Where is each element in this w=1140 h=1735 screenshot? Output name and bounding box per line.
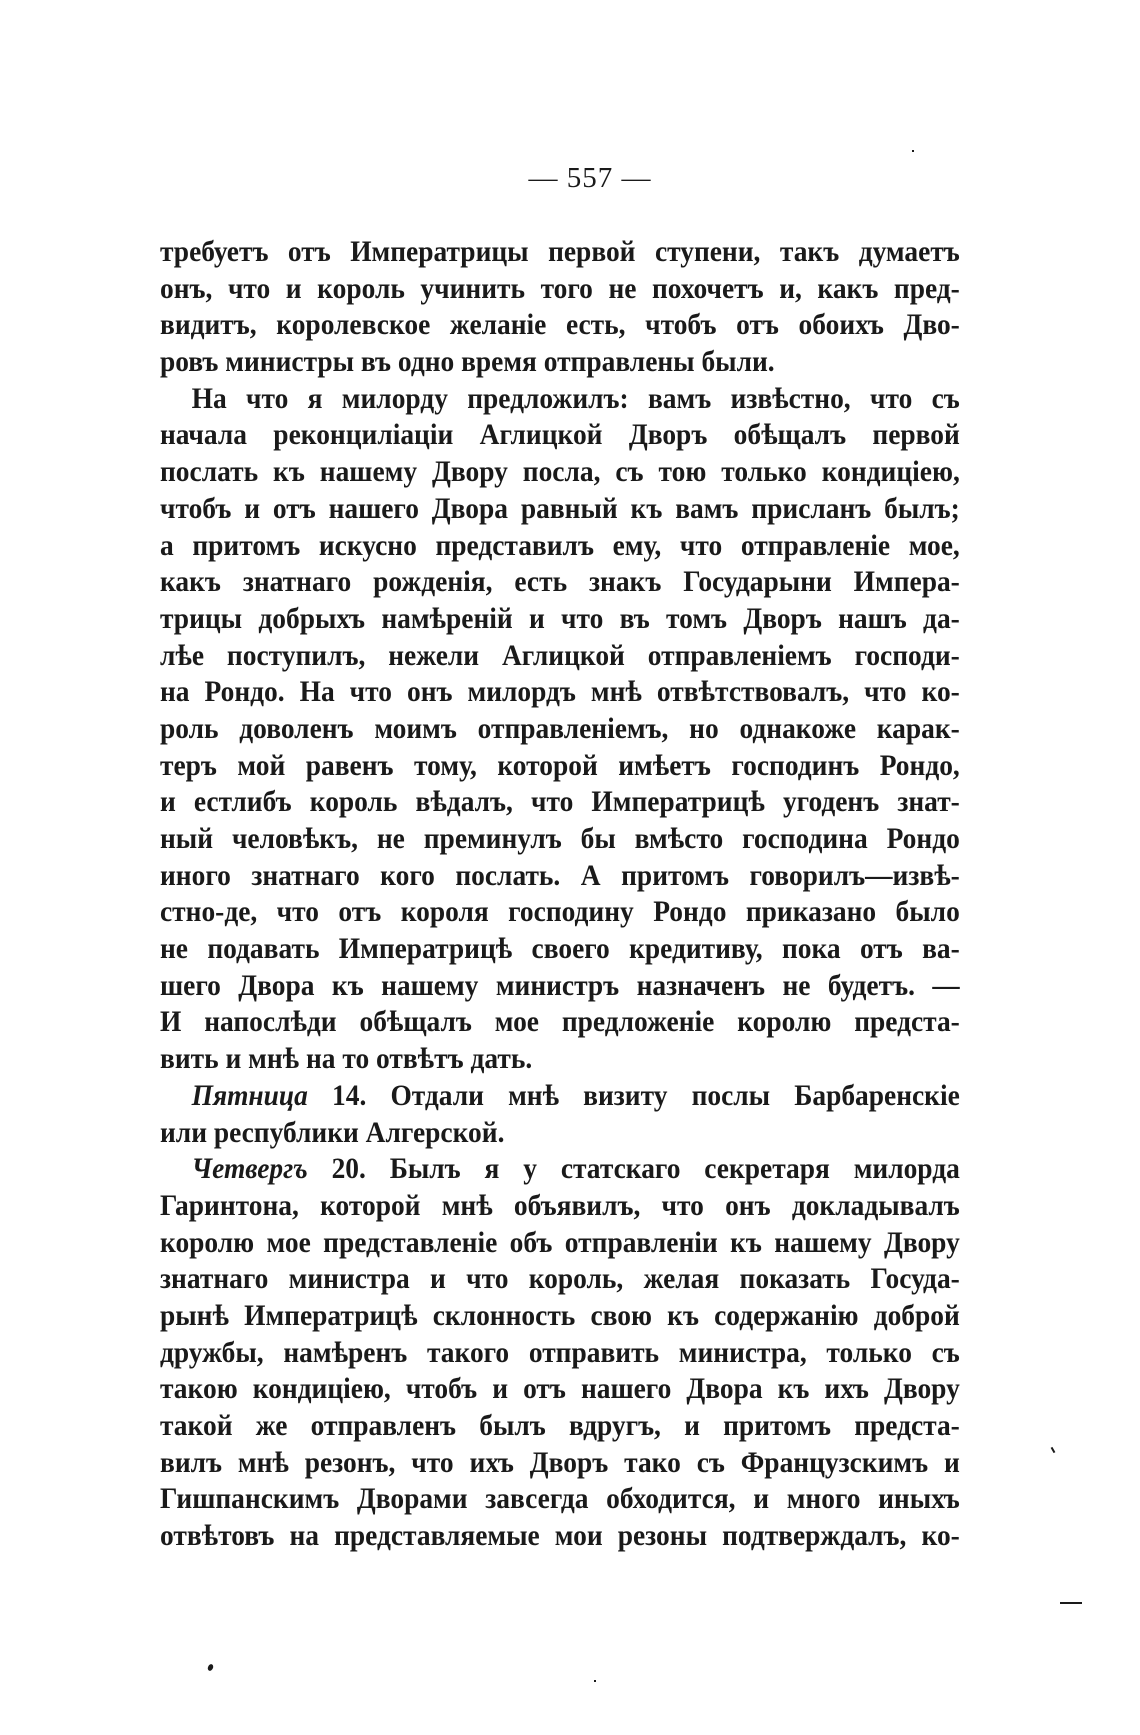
text-line: иного знатнаго кого послать. А притомъ говорилъ—извѣ- (160, 859, 960, 892)
text-line: королю мое представленіе объ отправленіи къ нашему Двору (160, 1226, 960, 1259)
text-line: ный человѣкъ, не преминулъ бы вмѣсто господина Рондо (160, 823, 960, 855)
page-number: — 557 — (528, 162, 652, 194)
text-line: роль доволенъ моимъ отправленіемъ, но однакоже карак- (160, 712, 960, 745)
text-line: знатнаго министра и что король, желая показать Госуда- (160, 1263, 960, 1296)
entry-text: 14. Отдали мнѣ визиту послы Барбаренскіе (307, 1079, 960, 1112)
text-line (160, 1078, 960, 1115)
text-line: а притомъ искусно представилъ ему, что отправленіе мое, (160, 529, 960, 562)
text-line: на Рондо. На что онъ милордъ мнѣ отвѣтствовалъ, что ко- (160, 676, 960, 709)
text-line: теръ мой равенъ тому, которой имѣетъ господинъ Рондо, (160, 749, 960, 782)
text-line: шего Двора къ нашему министръ назначенъ не будетъ. — (160, 969, 960, 1002)
scan-speck (1051, 1447, 1056, 1453)
text-line: отвѣтовъ на представляемые мои резоны подтверждалъ, ко- (160, 1520, 960, 1553)
text-line: ровъ министры въ одно время отправлены были. (160, 346, 775, 379)
text-line: и естлибъ король вѣдалъ, что Императрицѣ угоденъ знат- (160, 786, 960, 819)
text-line: стно-де, что отъ короля господину Рондо приказано было (160, 896, 960, 929)
text-line: трицы добрыхъ намѣреній и что въ томъ Дворъ нашъ да- (160, 602, 960, 635)
text-line: такою кондиціею, чтобъ и отъ нашего Двора къ ихъ Двору (160, 1373, 960, 1406)
text-line: такой же отправленъ былъ вдругъ, и притомъ предста- (160, 1410, 960, 1442)
entry-day: Пятница (191, 1079, 308, 1112)
scan-speck (207, 1663, 214, 1671)
body-text (160, 234, 960, 1555)
text-line: лѣе поступилъ, нежели Аглицкой отправленіемъ господи- (160, 639, 960, 672)
text-line: Гаринтона, которой мнѣ объявилъ, что онъ докладывалъ (160, 1189, 960, 1222)
text-line: требуетъ отъ Императрицы первой ступени, такъ думаетъ (160, 236, 960, 268)
text-line: рынѣ Императрицѣ склонность свою къ содержанію доброй (160, 1299, 960, 1332)
text-line: Гишпанскимъ Дворами завсегда обходится, и много иныхъ (160, 1483, 960, 1516)
text-line: И напослѣди обѣщалъ мое предложеніе королю предста- (160, 1006, 960, 1039)
text-line: дружбы, намѣренъ такого отправить министра, только съ (160, 1336, 960, 1369)
entry-text: 20. Былъ я у статскаго секретаря милорда (307, 1153, 960, 1186)
text-line: не подавать Императрицѣ своего кредитиву, пока отъ ва- (160, 933, 960, 966)
scan-speck (1060, 1602, 1082, 1604)
entry-day: Четвергъ (191, 1153, 308, 1186)
text-line: вилъ мнѣ резонъ, что ихъ Дворъ тако съ Французскимъ и (160, 1446, 960, 1479)
text-line: видитъ, королевское желаніе есть, чтобъ отъ обоихъ Дво- (160, 309, 960, 342)
text-line: вить и мнѣ на то отвѣтъ дать. (160, 1043, 533, 1076)
text-line: чтобъ и отъ нашего Двора равный къ вамъ присланъ былъ; (160, 492, 960, 525)
text-line: какъ знатнаго рожденія, есть знакъ Государыни Импера- (160, 566, 960, 599)
scan-speck (594, 1680, 596, 1682)
text-line: послать къ нашему Двору посла, съ тою только кондиціею, (160, 456, 960, 489)
text-line: На что я милорду предложилъ: вамъ извѣстно, что съ (191, 382, 960, 415)
scan-speck (912, 150, 914, 152)
text-line: или республики Алгерской. (160, 1116, 505, 1149)
text-line (160, 1151, 960, 1188)
text-line: начала реконциліаціи Аглицкой Дворъ обѣщалъ первой (160, 419, 960, 452)
text-line: онъ, что и король учинить того не похочетъ и, какъ пред- (160, 272, 960, 305)
